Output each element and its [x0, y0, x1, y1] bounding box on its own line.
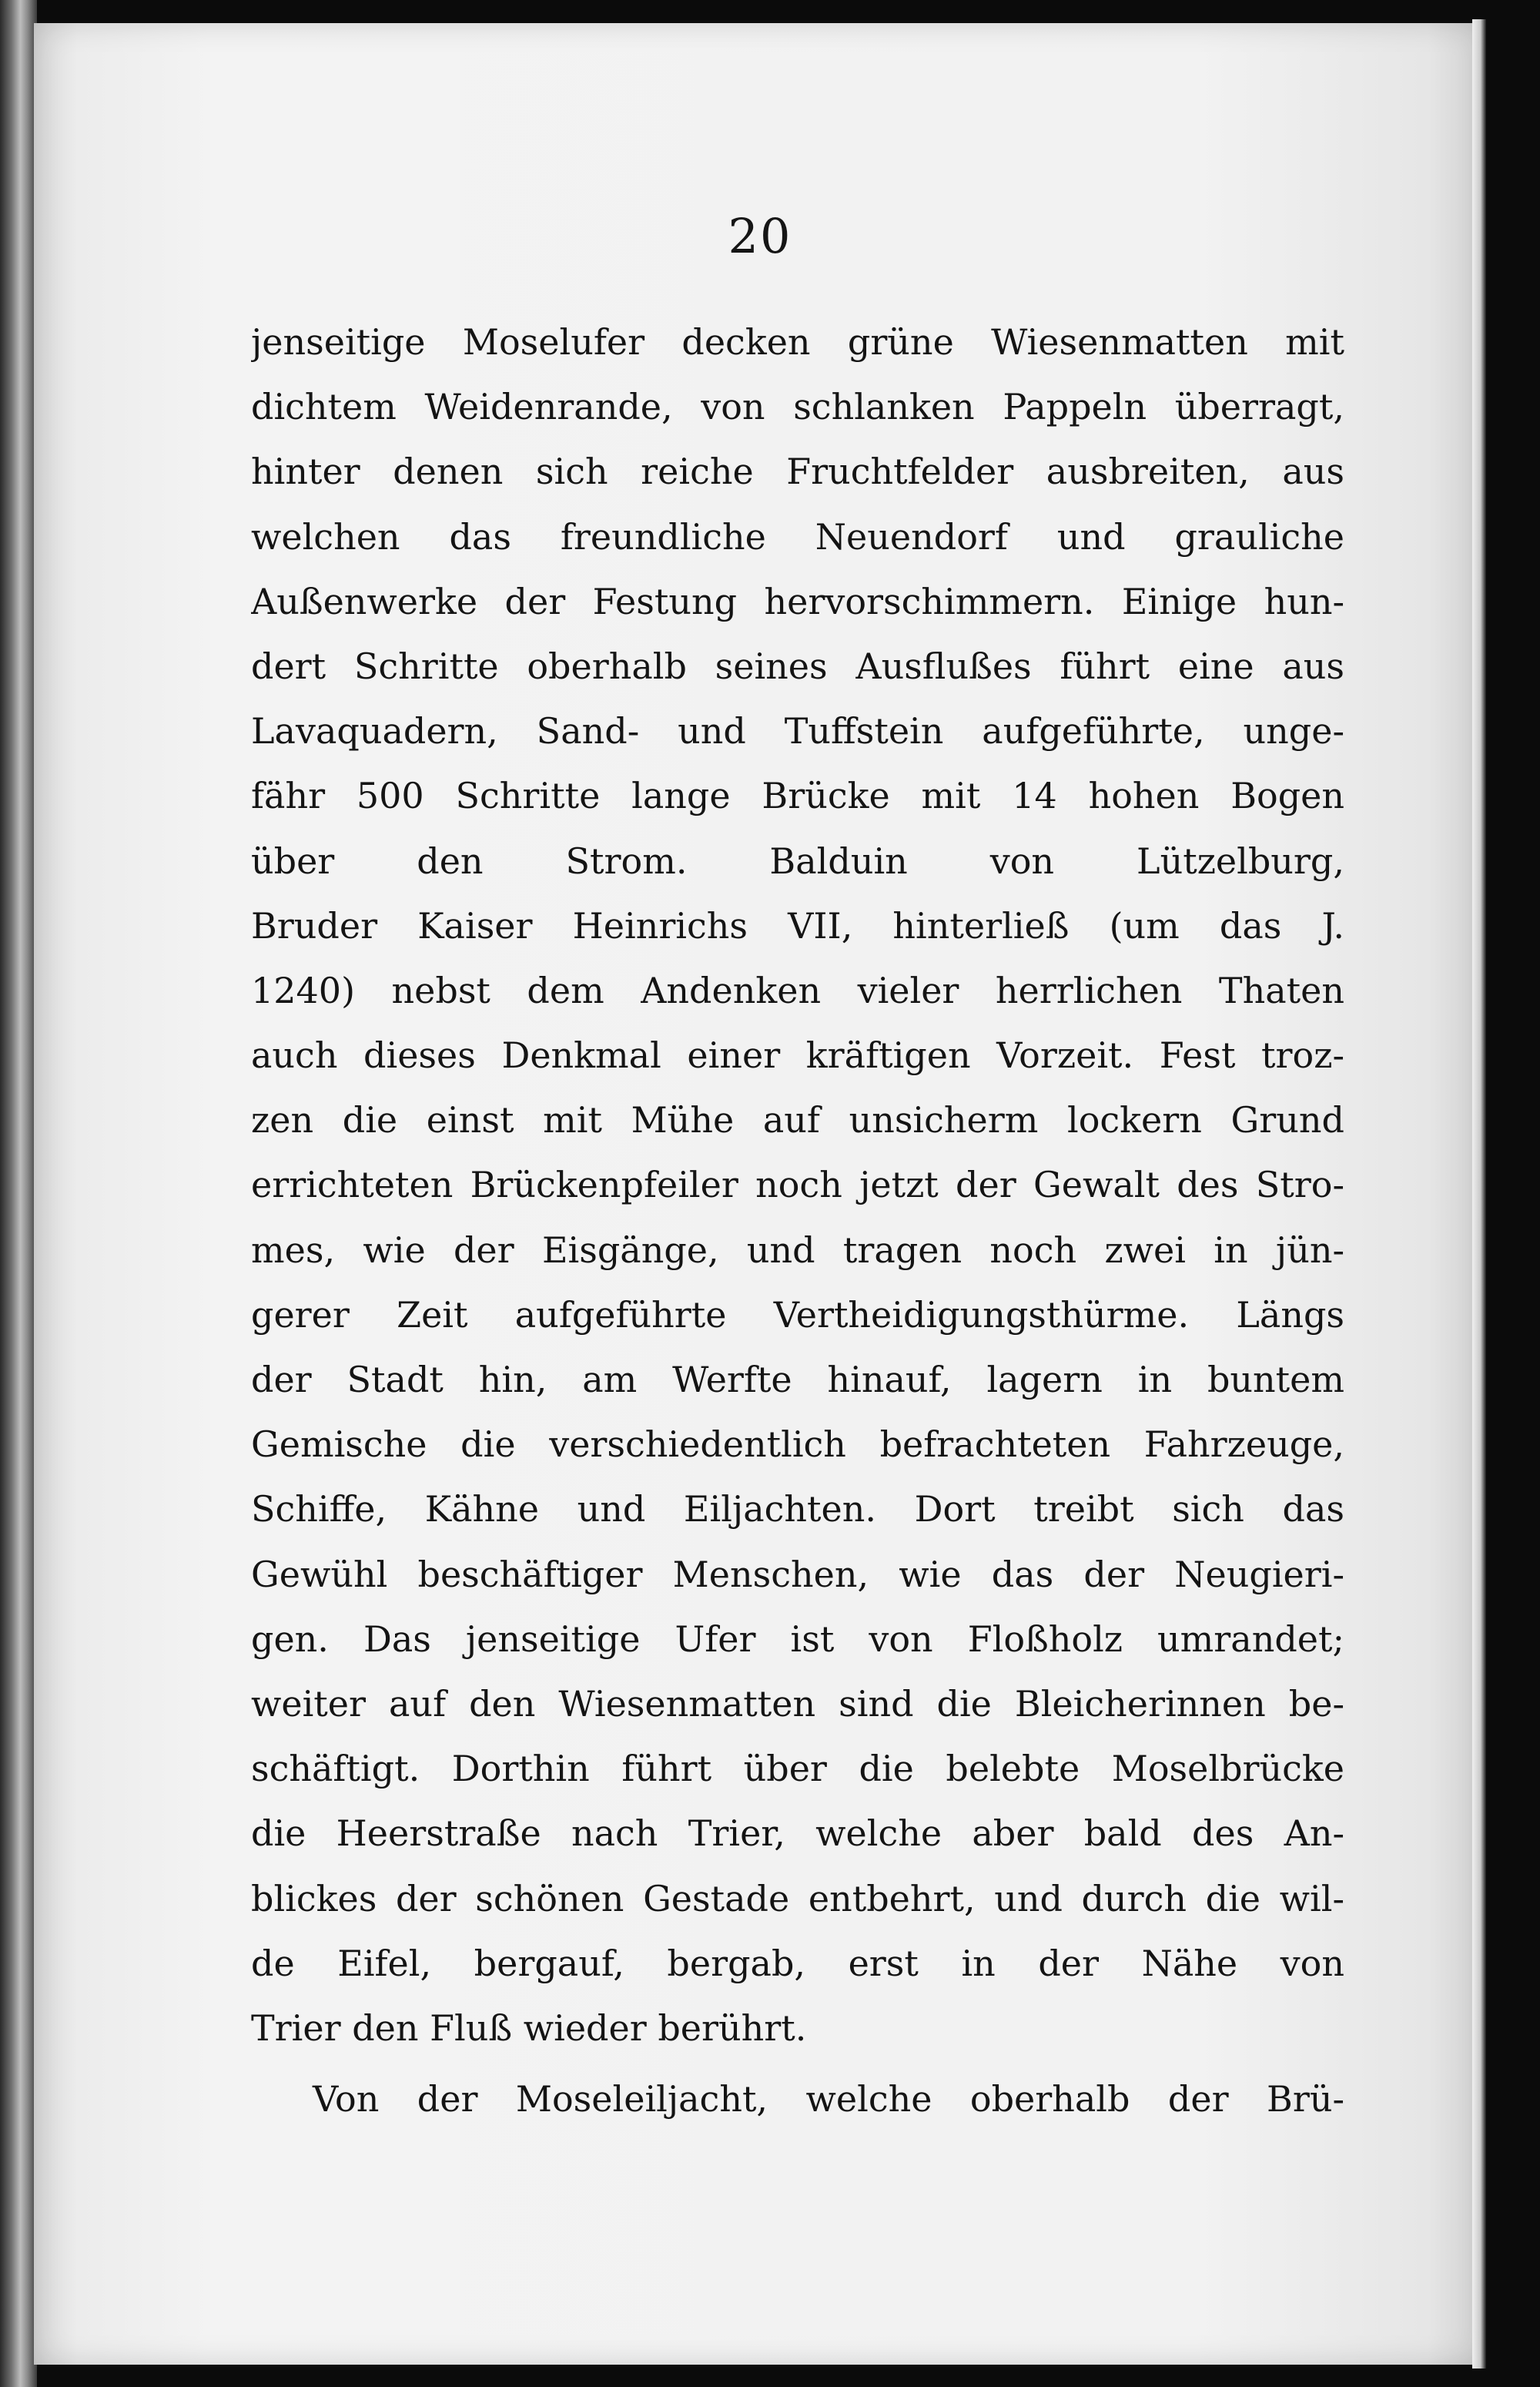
body-text: [251, 310, 1344, 2131]
text-line: errichteten Brückenpfeiler noch jetzt der Gewalt des Stro-: [251, 1164, 1344, 1206]
text-line: welchen das freundliche Neuendorf und grauliche: [251, 515, 1344, 558]
text-line: über den Strom. Balduin von Lützelburg,: [251, 840, 1344, 882]
book-spine-edge: [0, 0, 37, 2387]
text-line: blickes der schönen Gestade entbehrt, und durch die wil-: [251, 1877, 1344, 1919]
text-line: Gewühl beschäftiger Menschen, wie das der Neugieri-: [251, 1553, 1344, 1595]
page-leaf-edge: [1472, 19, 1486, 2369]
text-line: Schiffe, Kähne und Eiljachten. Dort treibt sich das: [251, 1488, 1344, 1530]
text-line-paragraph-end: Trier den Fluß wieder berührt.: [251, 2006, 807, 2049]
text-line: mes, wie der Eisgänge, und tragen noch zwei in jün-: [251, 1229, 1344, 1271]
text-line: dert Schritte oberhalb seines Ausflußes führt eine aus: [251, 645, 1344, 687]
text-line: der Stadt hin, am Werfte hinauf, lagern in buntem: [251, 1359, 1344, 1400]
text-line: auch dieses Denkmal einer kräftigen Vorzeit. Fest troz-: [251, 1034, 1344, 1077]
text-line: schäftigt. Dorthin führt über die belebte Moselbrücke: [251, 1748, 1344, 1790]
page-number: 20: [728, 208, 792, 264]
text-line: weiter auf den Wiesenmatten sind die Bleicherinnen be-: [251, 1682, 1344, 1725]
book-page: [34, 23, 1486, 2365]
text-line: dichtem Weidenrande, von schlanken Pappeln überragt,: [251, 386, 1344, 428]
text-line: hinter denen sich reiche Fruchtfelder ausbreiten, aus: [251, 451, 1344, 493]
text-line: zen die einst mit Mühe auf unsicherm lockern Grund: [251, 1099, 1344, 1142]
text-line-paragraph-start: Von der Moseleiljacht, welche oberhalb der Brü-: [313, 2078, 1344, 2120]
text-line: Lavaquadern, Sand- und Tuffstein aufgeführte, unge-: [251, 710, 1344, 753]
text-line: 1240) nebst dem Andenken vieler herrlichen Thaten: [251, 969, 1344, 1011]
text-line: de Eifel, bergauf, bergab, erst in der Nähe von: [251, 1942, 1344, 1984]
text-line: gen. Das jenseitige Ufer ist von Floßholz umrandet;: [251, 1618, 1344, 1660]
text-line: fähr 500 Schritte lange Brücke mit 14 hohen Bogen: [251, 775, 1344, 817]
text-line: jenseitige Moselufer decken grüne Wiesenmatten mit: [251, 321, 1344, 363]
text-line: die Heerstraße nach Trier, welche aber bald des An-: [251, 1812, 1344, 1855]
text-line: Gemische die verschiedentlich befrachteten Fahrzeuge,: [251, 1423, 1344, 1466]
text-line: Außenwerke der Festung hervorschimmern. Einige hun-: [251, 580, 1344, 622]
text-line: gerer Zeit aufgeführte Vertheidigungsthürme. Längs: [251, 1293, 1344, 1336]
text-line: Bruder Kaiser Heinrichs VII, hinterließ (um das J.: [251, 904, 1344, 947]
